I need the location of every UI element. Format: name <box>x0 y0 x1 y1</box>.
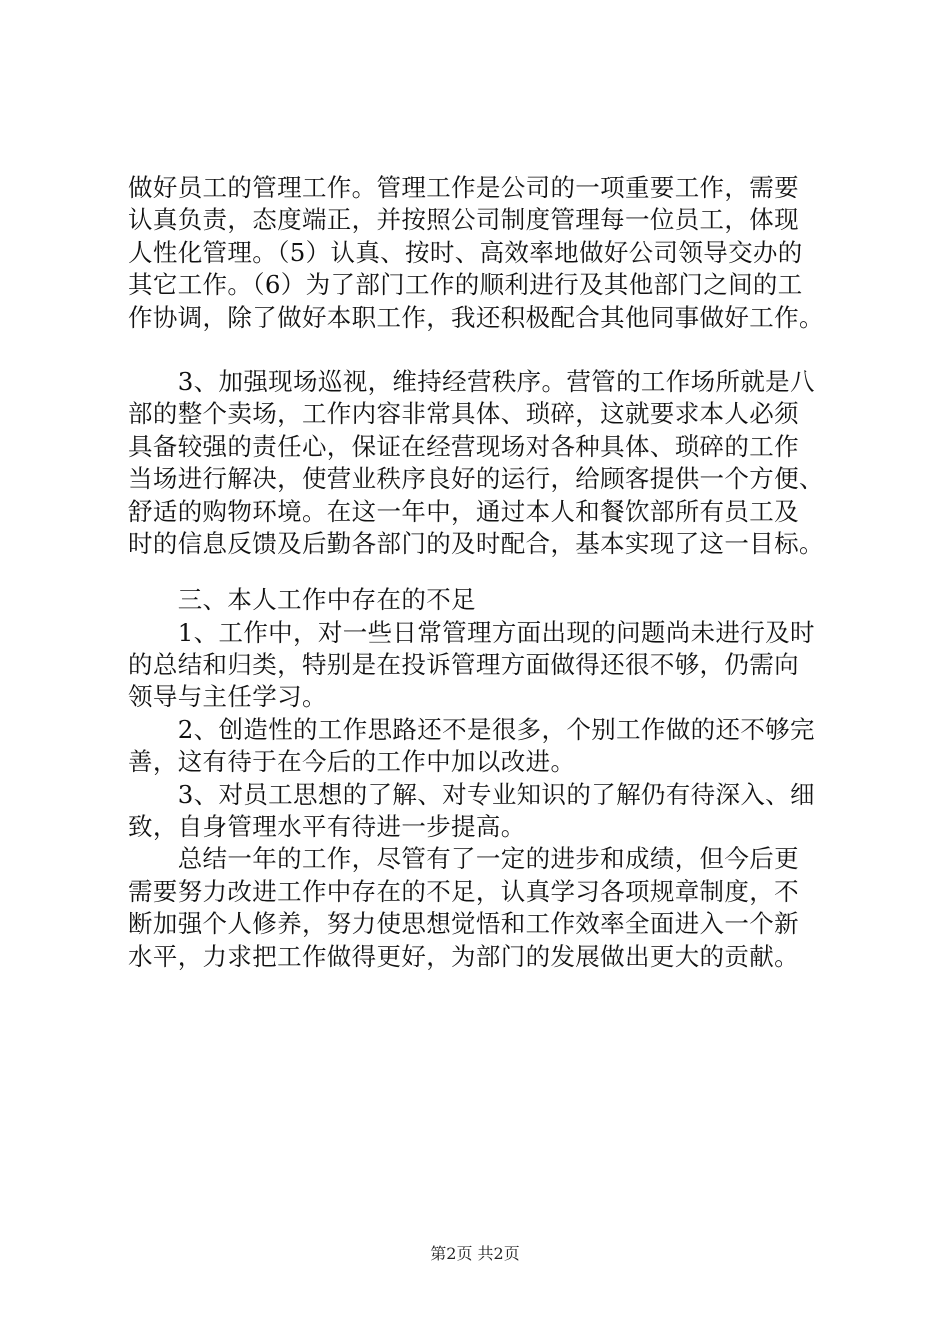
paragraph-line: 做好员工的管理工作。管理工作是公司的一项重要工作，需要 <box>128 173 799 202</box>
paragraph-line: 1、工作中，对一些日常管理方面出现的问题尚未进行及时 <box>128 617 815 647</box>
paragraph-line: 需要努力改进工作中存在的不足，认真学习各项规章制度，不 <box>128 876 799 906</box>
paragraph-line: 其它工作。（6）为了部门工作的顺利进行及其他部门之间的工 <box>128 270 803 300</box>
paragraph-line: 认真负责，态度端正，并按照公司制度管理每一位员工，体现 <box>128 205 799 235</box>
paragraph-line: 善，这有待于在今后的工作中加以改进。 <box>128 747 576 777</box>
paragraph-line: 致，自身管理水平有待进一步提高。 <box>128 812 526 842</box>
paragraph-spacer <box>128 334 828 366</box>
paragraph-line: 人性化管理。（5）认真、按时、高效率地做好公司领导交办的 <box>128 237 803 267</box>
paragraph-line: 3、加强现场巡视，维持经营秩序。营管的工作场所就是八 <box>128 366 815 396</box>
paragraph-line: 具备较强的责任心，保证在经营现场对各种具体、琐碎的工作 <box>128 431 799 461</box>
paragraph-spacer <box>128 560 828 584</box>
document-body <box>128 172 828 973</box>
paragraph-line: 水平，力求把工作做得更好，为部门的发展做出更大的贡献。 <box>128 941 799 971</box>
page-number-footer: 第2页 共2页 <box>430 1244 520 1263</box>
paragraph-line: 时的信息反馈及后勤各部门的及时配合，基本实现了这一目标。 <box>128 528 824 558</box>
section-heading: 三、本人工作中存在的不足 <box>128 585 476 615</box>
paragraph-line: 2、创造性的工作思路还不是很多，个别工作做的还不够完 <box>128 714 815 744</box>
paragraph-line: 总结一年的工作，尽管有了一定的进步和成绩，但今后更 <box>128 844 799 874</box>
paragraph-line: 当场进行解决，使营业秩序良好的运行，给顾客提供一个方便、 <box>128 464 824 494</box>
paragraph-line: 部的整个卖场，工作内容非常具体、琐碎，这就要求本人必须 <box>128 399 799 429</box>
paragraph-line: 3、对员工思想的了解、对专业知识的了解仍有待深入、细 <box>128 779 815 809</box>
paragraph-line: 断加强个人修养，努力使思想觉悟和工作效率全面进入一个新 <box>128 909 799 939</box>
paragraph-line: 的总结和归类，特别是在投诉管理方面做得还很不够，仍需向 <box>128 650 799 680</box>
paragraph-line: 舒适的购物环境。在这一年中，通过本人和餐饮部所有员工及 <box>128 496 799 526</box>
paragraph-line: 领导与主任学习。 <box>128 682 327 712</box>
paragraph-line: 作协调，除了做好本职工作，我还积极配合其他同事做好工作。 <box>128 302 824 332</box>
